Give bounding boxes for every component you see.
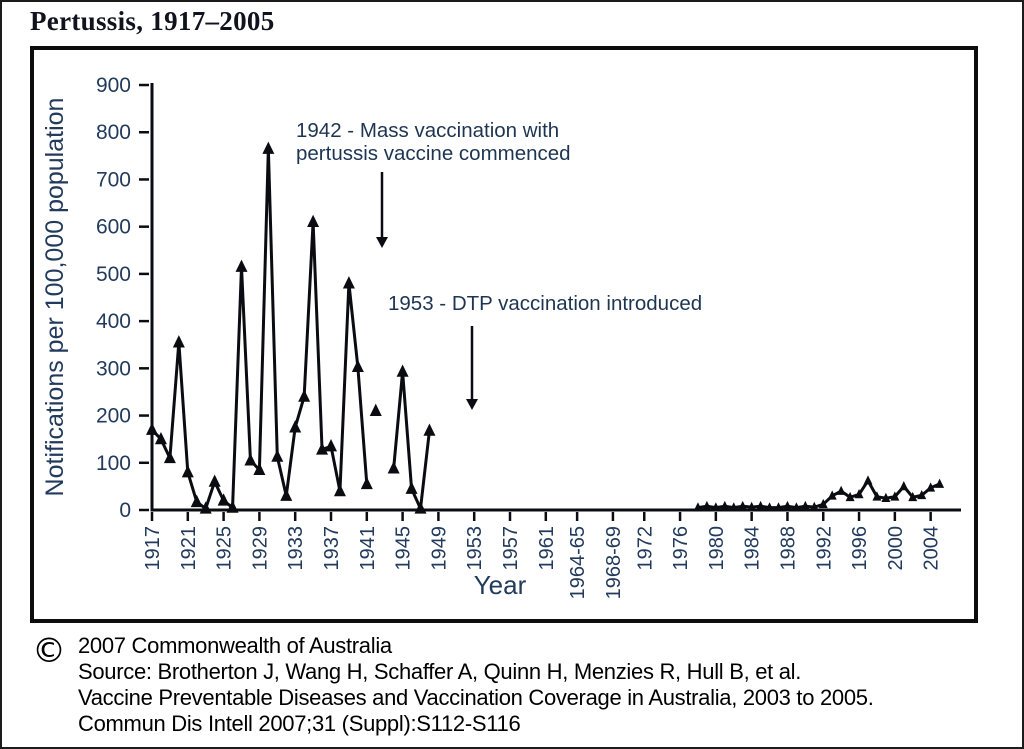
y-tick-label: 500: [95, 262, 131, 286]
data-point-marker: [361, 477, 373, 489]
data-point-marker: [334, 484, 346, 496]
x-tick-label: 1917: [142, 526, 164, 571]
x-tick-label: 1921: [177, 526, 200, 571]
annotation-1953-dtp-introduced-arrow-head: [466, 399, 478, 410]
x-tick-label: 1984: [741, 526, 764, 571]
data-point-marker: [370, 404, 382, 416]
y-tick-label: 900: [95, 74, 131, 98]
x-tick-label: 1933: [285, 526, 308, 571]
data-point-marker: [352, 360, 364, 372]
x-tick-label: 1988: [777, 526, 800, 571]
x-tick-label: 1972: [634, 526, 657, 571]
data-point-marker: [191, 495, 203, 507]
data-point-marker: [935, 479, 944, 488]
x-tick-label: 1957: [500, 526, 522, 571]
y-tick-label: 0: [119, 499, 131, 522]
footer-line-publication: Vaccine Preventable Diseases and Vaccination Coverage in Australia, 2003 to 2005.: [78, 685, 874, 710]
pertussis-notifications-1917-1941-line: [152, 149, 367, 509]
y-tick-label: 200: [95, 404, 131, 428]
data-point-marker: [218, 493, 230, 505]
footer: [30, 633, 1014, 737]
footer-line-journal: Commun Dis Intell 2007;31 (Suppl):S112-S116: [78, 711, 521, 736]
x-tick-label: 1992: [813, 526, 836, 571]
x-tick-label: 1953: [464, 526, 487, 571]
data-point-marker: [415, 501, 427, 513]
x-tick-label: 1937: [321, 526, 343, 571]
data-point-marker: [173, 335, 185, 347]
data-point-marker: [307, 215, 319, 227]
x-tick-label: 1964-65: [567, 526, 590, 600]
x-tick-label: 2000: [884, 526, 907, 571]
data-point-marker: [146, 423, 158, 435]
data-point-marker: [325, 439, 337, 451]
data-point-marker: [244, 453, 256, 465]
data-point-marker: [837, 486, 846, 495]
y-axis-title: Notifications per 100,000 population: [41, 97, 69, 497]
y-tick-label: 400: [95, 310, 131, 334]
data-point-marker: [164, 451, 176, 463]
data-point-marker: [200, 501, 212, 513]
data-point-marker: [271, 449, 283, 461]
y-tick-label: 800: [95, 121, 131, 145]
data-point-marker: [209, 474, 221, 486]
y-tick-label: 100: [95, 451, 131, 475]
chart-frame: [30, 46, 978, 623]
data-point-marker: [280, 489, 292, 501]
data-point-marker: [343, 276, 355, 288]
data-point-marker: [236, 260, 248, 272]
annotation-1942-mass-vaccination-text: pertussis vaccine commenced: [296, 142, 571, 165]
x-tick-label: 1945: [392, 526, 415, 571]
data-point-marker: [289, 420, 301, 432]
annotation-1942-mass-vaccination-text: 1942 - Mass vaccination with: [296, 119, 560, 142]
x-tick-label: 1961: [535, 526, 558, 571]
annotation-1953-dtp-introduced-text: 1953 - DTP vaccination introduced: [388, 292, 703, 315]
x-tick-label: 2004: [920, 526, 943, 571]
x-tick-label: 1929: [249, 526, 272, 571]
data-point-marker: [406, 482, 418, 494]
data-point-marker: [388, 461, 400, 473]
data-point-marker: [423, 423, 435, 435]
y-tick-label: 600: [95, 215, 131, 239]
page-title: Pertussis, 1917–2005: [30, 6, 275, 36]
data-point-marker: [227, 500, 239, 512]
x-tick-label: 1996: [849, 526, 872, 571]
pertussis-line-chart: [34, 50, 974, 619]
x-tick-label: 1949: [428, 526, 451, 571]
data-point-marker: [182, 465, 194, 477]
y-tick-label: 700: [95, 168, 131, 192]
data-point-marker: [262, 142, 274, 154]
data-point-marker: [899, 481, 908, 490]
copyright-icon: ©: [32, 631, 66, 671]
x-tick-label: 1941: [356, 526, 379, 571]
data-point-marker: [864, 475, 873, 484]
footer-text: [78, 633, 1014, 737]
x-tick-label: 1925: [213, 526, 236, 571]
x-axis-title: Year: [473, 570, 527, 600]
footer-line-source: Source: Brotherton J, Wang H, Schaffer A, Quinn H, Menzies R, Hull B, et al.: [78, 659, 802, 684]
x-tick-label: 1976: [670, 526, 693, 571]
y-tick-label: 300: [95, 357, 131, 381]
footer-line-copyright: 2007 Commonwealth of Australia: [78, 633, 392, 658]
data-point-marker: [397, 364, 409, 376]
annotation-1942-mass-vaccination-arrow-head: [376, 237, 388, 248]
data-point-marker: [298, 389, 310, 401]
x-tick-label: 1980: [705, 526, 728, 571]
x-tick-label: 1968-69: [602, 526, 625, 600]
